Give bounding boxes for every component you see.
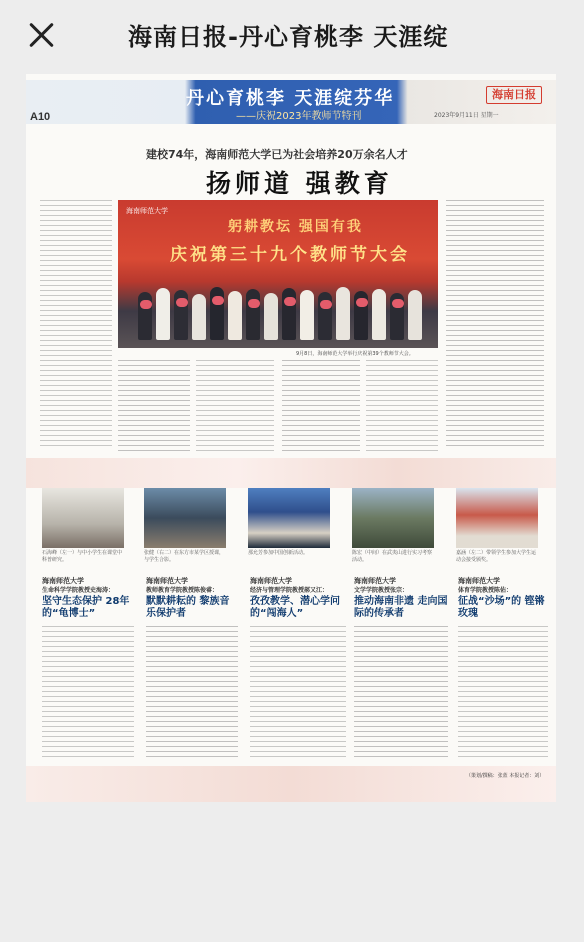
- text-column: [366, 360, 438, 452]
- text-column: [40, 200, 112, 450]
- flower-bouquet: [140, 300, 152, 309]
- flower-bouquet: [320, 300, 332, 309]
- story-dept: 教师教育学院教授陈俊睿：: [146, 587, 219, 594]
- story-photo-5[interactable]: [456, 488, 538, 548]
- person: [372, 289, 386, 340]
- text-column: [146, 626, 238, 758]
- story-school: 海南师范大学: [146, 577, 188, 585]
- photo-caption: 9月8日，海南师范大学举行庆祝第39个教师节大会。: [296, 351, 414, 357]
- story-school: 海南师范大学: [458, 577, 500, 585]
- story-dept: 生命科学学院教授史海涛：: [42, 587, 115, 594]
- close-icon[interactable]: [26, 20, 56, 50]
- story-photo-1[interactable]: [42, 488, 124, 548]
- story-title: 推动海南非遗 走向国际的传承者: [354, 596, 448, 619]
- flower-bouquet: [284, 297, 296, 306]
- photo-caption: 那允芳参加中国创新活动。: [248, 550, 309, 556]
- banner-date: 2023年9月11日 星期一: [434, 112, 499, 119]
- decorative-band: [26, 458, 556, 488]
- story-photo-3[interactable]: [248, 488, 330, 548]
- text-column: [118, 360, 190, 452]
- text-column: [42, 626, 134, 758]
- page-title: 海南日报-丹心育桃李 天涯绽: [128, 23, 449, 51]
- person: [282, 288, 296, 340]
- byline: （策划/撰稿：张蓝 本报记者：刘）: [466, 773, 545, 779]
- story-photo-4[interactable]: [352, 488, 434, 548]
- stage-slogan: 躬耕教坛 强国有我: [228, 219, 363, 235]
- flower-bouquet: [176, 298, 188, 307]
- person: [300, 290, 314, 340]
- story-photo-2[interactable]: [144, 488, 226, 548]
- article-headline: 扬师道 强教育: [206, 169, 393, 198]
- university-logo: 海南师范大学: [126, 207, 168, 215]
- person: [336, 287, 350, 340]
- stage-title: 庆祝第三十九个教师节大会: [170, 245, 410, 265]
- article-kicker: 建校74年，海南师范大学已为社会培养20万余名人才: [146, 148, 408, 161]
- story-dept: 文学学院教授张宗：: [354, 587, 409, 594]
- story-title: 默默耕耘的 黎族音乐保护者: [146, 596, 230, 619]
- award-recipients: [138, 278, 428, 340]
- person: [192, 294, 206, 340]
- newspaper-page[interactable]: [26, 74, 556, 802]
- photo-caption: 嘉涵（左二）带领学生参加大学生运动会接受颁奖。: [456, 550, 537, 563]
- text-column: [250, 626, 346, 758]
- banner-subtitle: ——庆祝2023年教师节特刊: [236, 111, 362, 122]
- text-column: [446, 200, 544, 450]
- story-dept: 经济与管理学院教授郝又江：: [250, 587, 329, 594]
- photo-caption: 石海峰（左一）与中小学生在课堂中科普研究。: [42, 550, 123, 563]
- flower-bouquet: [248, 299, 260, 308]
- text-column: [458, 626, 548, 758]
- person: [246, 289, 260, 340]
- story-school: 海南师范大学: [42, 577, 84, 585]
- story-title: 坚守生态保护 28年的“龟博士”: [42, 596, 130, 619]
- flower-bouquet: [392, 299, 404, 308]
- story-dept: 体育学院教授陈佑：: [458, 587, 513, 594]
- viewer-background: [0, 802, 584, 942]
- photo-caption: 张健（右二）在东方市某学区授课，与学生合影。: [144, 550, 225, 563]
- story-school: 海南师范大学: [354, 577, 396, 585]
- flower-bouquet: [212, 296, 224, 305]
- newspaper-logo: 海南日报: [486, 86, 542, 104]
- page-banner: [26, 80, 556, 124]
- person: [210, 287, 224, 340]
- person: [264, 293, 278, 340]
- title-bar: [0, 0, 584, 68]
- person: [408, 290, 422, 340]
- story-title: 孜孜教学、潜心学问 的“闯海人”: [250, 596, 340, 619]
- banner-title: 丹心育桃李 天涯绽芬华: [186, 88, 395, 109]
- person: [228, 291, 242, 340]
- person: [156, 288, 170, 340]
- story-title: 征战“沙场”的 铿锵玫瑰: [458, 596, 545, 619]
- ceremony-photo[interactable]: [118, 200, 438, 348]
- photo-caption: 陈宏（中间）在武夷山进行实习考察活动。: [352, 550, 433, 563]
- page-number: A10: [30, 111, 51, 123]
- flower-bouquet: [356, 298, 368, 307]
- text-column: [354, 626, 448, 758]
- text-column: [282, 360, 360, 452]
- text-column: [196, 360, 274, 452]
- story-school: 海南师范大学: [250, 577, 292, 585]
